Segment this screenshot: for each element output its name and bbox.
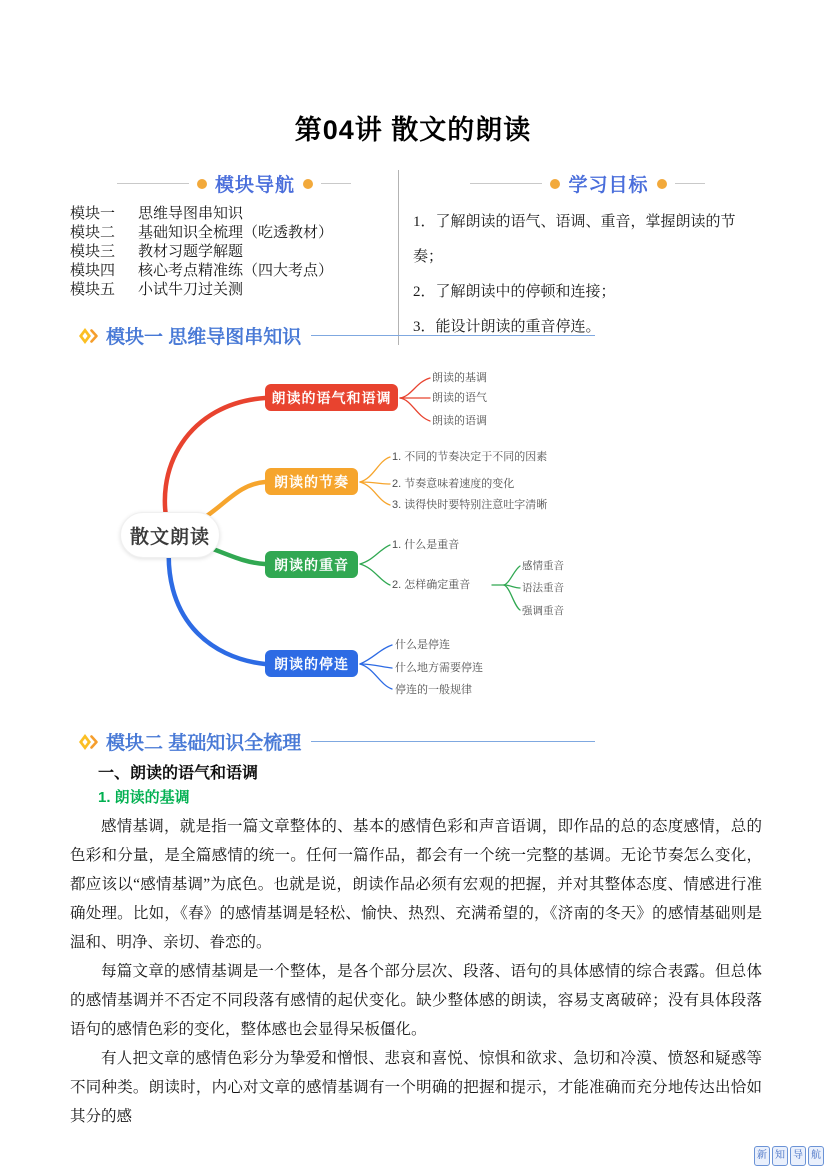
branch-node-jiezou: 朗读的节奏	[265, 468, 358, 495]
module-nav-header	[70, 170, 398, 197]
watermark-logo	[754, 1146, 824, 1166]
mindmap-leaf: 感情重音	[522, 560, 564, 572]
orange-dot-icon	[303, 179, 313, 189]
nav-desc: 小试牛刀过关测	[138, 282, 244, 298]
objective-item: 1．了解朗读的语气、语调、重音，掌握朗读的节奏；	[413, 214, 736, 265]
diamond-chevron-icon	[78, 733, 100, 751]
mindmap-leaf: 语法重音	[522, 582, 564, 594]
nav-row	[70, 243, 398, 262]
watermark-char: 航	[808, 1146, 824, 1166]
objectives-title: 学习目标	[568, 175, 649, 196]
page-title: 第04讲 散文的朗读	[294, 115, 532, 145]
watermark-char: 导	[790, 1146, 806, 1166]
nav-label: 模块三	[70, 244, 116, 260]
paragraph: 感情基调，就是指一篇文章整体的、基本的感情色彩和声音语调，即作品的总的态度感情，总的色彩和分量，是全篇感情的统一。任何一篇作品，都会有一个统一完整的基调。无论节奏怎么变化，都应该以“感情基调”为底色。也就是说，朗读作品必须有宏观的把握，并对其整体态度、情感进行准确处理。比如，《春》的感情基调是轻松、愉快、热烈、充满希望的，《济南的冬天》的感情基础则是温和、明净、亲切、眷恋的。	[70, 818, 762, 951]
section-rule	[311, 741, 595, 742]
nav-desc: 教材习题学解题	[138, 244, 244, 260]
header-line	[470, 183, 542, 184]
objective-item: 2．了解朗读中的停顿和连接；	[413, 284, 616, 300]
nav-desc: 基础知识全梳理（吃透教材）	[138, 225, 334, 241]
module-nav-list	[70, 205, 398, 300]
orange-dot-icon	[550, 179, 560, 189]
watermark-char: 知	[772, 1146, 788, 1166]
objectives-panel	[398, 170, 762, 345]
nav-row	[70, 205, 398, 224]
mindmap-leaf: 朗读的基调	[432, 372, 487, 384]
blue-branch-hooks	[360, 645, 392, 689]
mindmap-leaf: 2. 怎样确定重音	[392, 579, 471, 591]
orange-dot-icon	[197, 179, 207, 189]
section-header-module2	[78, 728, 595, 755]
mindmap-leaf: 1. 什么是重音	[392, 539, 460, 551]
nav-row	[70, 281, 398, 300]
mindmap-leaf: 3. 读得快时要特别注意吐字清晰	[392, 499, 548, 511]
branch-node-zhongyin: 朗读的重音	[265, 551, 358, 578]
section-title: 模块一 思维导图串知识	[106, 327, 302, 348]
header-line	[117, 183, 189, 184]
mindmap-leaf: 停连的一般规律	[395, 684, 472, 696]
content-heading-1: 一、朗读的语气和语调	[98, 765, 259, 782]
mindmap-root-node: 散文朗读	[120, 512, 220, 558]
mindmap-leaf: 什么地方需要停连	[395, 662, 483, 674]
module-nav-panel	[70, 170, 398, 345]
watermark-char: 新	[754, 1146, 770, 1166]
branch-node-tinglian: 朗读的停连	[265, 650, 358, 677]
nav-desc: 核心考点精准练（四大考点）	[138, 263, 334, 279]
red-branch-hooks	[400, 378, 430, 421]
header-line	[675, 183, 705, 184]
orange-dot-icon	[657, 179, 667, 189]
nav-label: 模块一	[70, 206, 116, 222]
nav-desc: 思维导图串知识	[138, 206, 244, 222]
nav-row	[70, 262, 398, 281]
nav-label: 模块五	[70, 282, 116, 298]
module-nav-title: 模块导航	[214, 175, 295, 196]
mindmap-leaf: 朗读的语调	[432, 415, 487, 427]
diamond-chevron-icon	[78, 327, 100, 345]
mindmap-leaf: 强调重音	[522, 605, 564, 617]
objectives-header	[413, 170, 762, 197]
mindmap-leaf: 朗读的语气	[432, 392, 487, 404]
section-header-module1	[78, 322, 595, 349]
section-title: 模块二 基础知识全梳理	[106, 733, 302, 754]
mindmap	[80, 358, 640, 708]
section-rule	[311, 335, 595, 336]
mindmap-leaf: 什么是停连	[395, 639, 450, 651]
header-line	[321, 183, 351, 184]
nav-label: 模块四	[70, 263, 116, 279]
mindmap-leaf: 1. 不同的节奏决定于不同的因素	[392, 451, 548, 463]
body-text	[70, 812, 762, 1131]
paragraph: 每篇文章的感情基调是一个整体，是各个部分层次、段落、语句的具体感情的综合表露。但总体的感情基调并不否定不同段落有感情的起伏变化。缺少整体感的朗读，容易支离破碎；没有具体段落语句的感情色彩的变化，整体感也会显得呆板僵化。	[70, 963, 762, 1038]
branch-node-yuqi: 朗读的语气和语调	[265, 384, 398, 411]
nav-label: 模块二	[70, 225, 116, 241]
content-heading-2: 1. 朗读的基调	[98, 789, 190, 806]
top-columns	[70, 170, 762, 345]
objective-item: 3．能设计朗读的重音停连。	[413, 319, 601, 335]
mindmap-leaf: 2. 节奏意味着速度的变化	[392, 478, 515, 490]
paragraph: 有人把文章的感情色彩分为挚爱和憎恨、悲哀和喜悦、惊惧和欲求、急切和冷漠、愤怒和疑惑等不同种类。朗读时，内心对文章的感情基调有一个明确的把握和提示，才能准确而充分地传达出恰如其分的感	[70, 1050, 762, 1125]
nav-row	[70, 224, 398, 243]
yellow-branch-hooks	[360, 457, 390, 505]
